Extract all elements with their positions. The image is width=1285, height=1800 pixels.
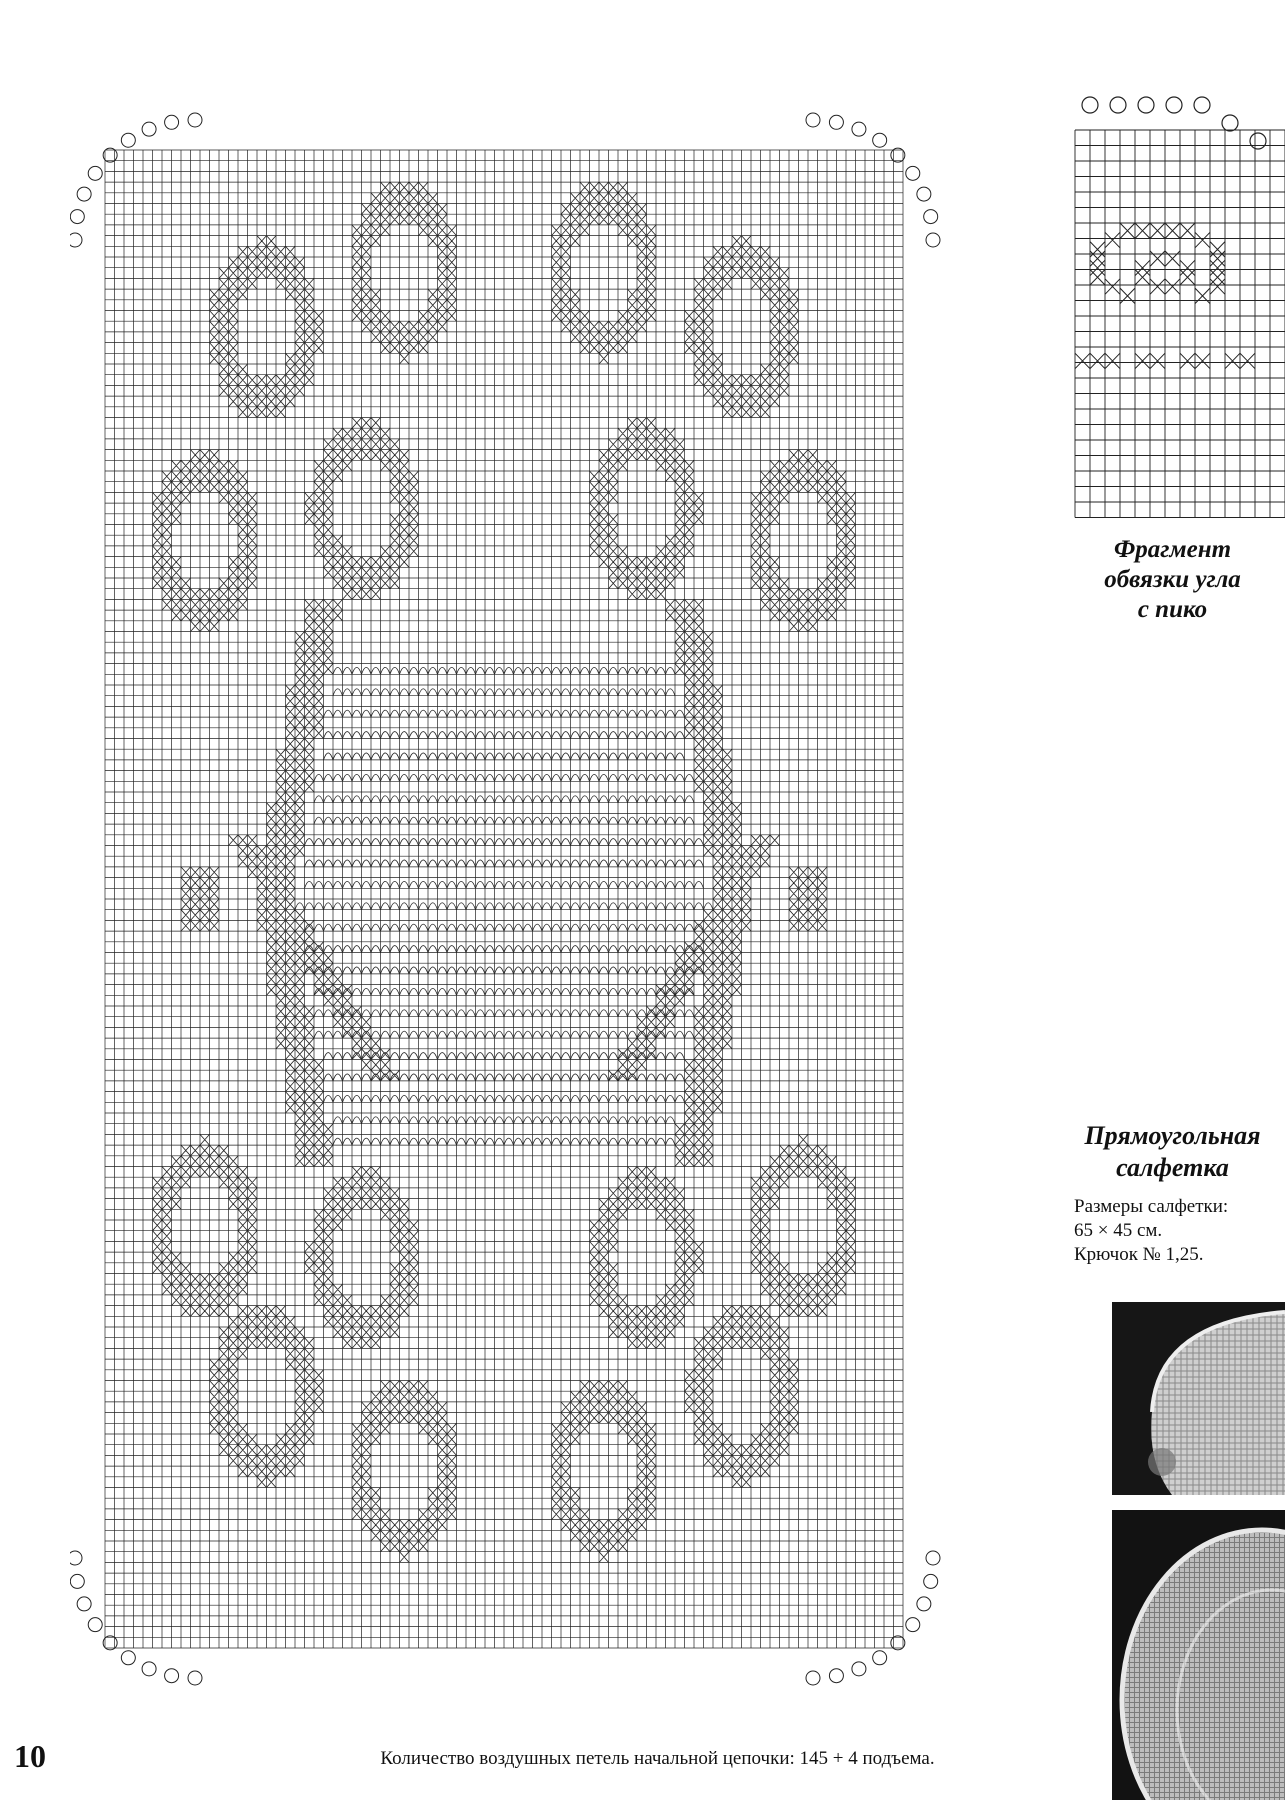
fragment-grid-lines bbox=[1075, 130, 1285, 518]
pattern-specs bbox=[1074, 1195, 1228, 1267]
fragment-caption-line-2: обвязки угла bbox=[1104, 566, 1241, 593]
fragment-grid bbox=[1060, 75, 1285, 520]
grid-lines bbox=[105, 150, 903, 1648]
specs-line-1: Размеры салфетки: bbox=[1074, 1196, 1229, 1217]
fragment-caption bbox=[1060, 535, 1285, 625]
page-number: 10 bbox=[14, 1738, 46, 1774]
fragment-caption-line-1: Фрагмент bbox=[1113, 536, 1232, 563]
filet-crochet-chart bbox=[70, 95, 1000, 1690]
photo-image bbox=[1112, 1302, 1285, 1495]
specs-line-2: 65 × 45 см. bbox=[1074, 1220, 1163, 1241]
footer-note: Количество воздушных петель начальной цепочки: 145 + 4 подъема. bbox=[380, 1748, 935, 1769]
fragment-picots bbox=[1082, 97, 1266, 149]
chart-grid bbox=[70, 95, 1000, 1690]
doily-photo-top bbox=[1112, 1302, 1285, 1495]
corner-fragment-diagram bbox=[1060, 75, 1285, 520]
fragment-caption-line-3: с пико bbox=[1137, 596, 1208, 623]
specs-line-3: Крючок № 1,25. bbox=[1074, 1244, 1204, 1265]
pattern-title-line-1: Прямоугольная bbox=[1084, 1121, 1261, 1150]
pattern-title-line-2: салфетка bbox=[1116, 1153, 1229, 1182]
pattern-title bbox=[1060, 1120, 1285, 1184]
